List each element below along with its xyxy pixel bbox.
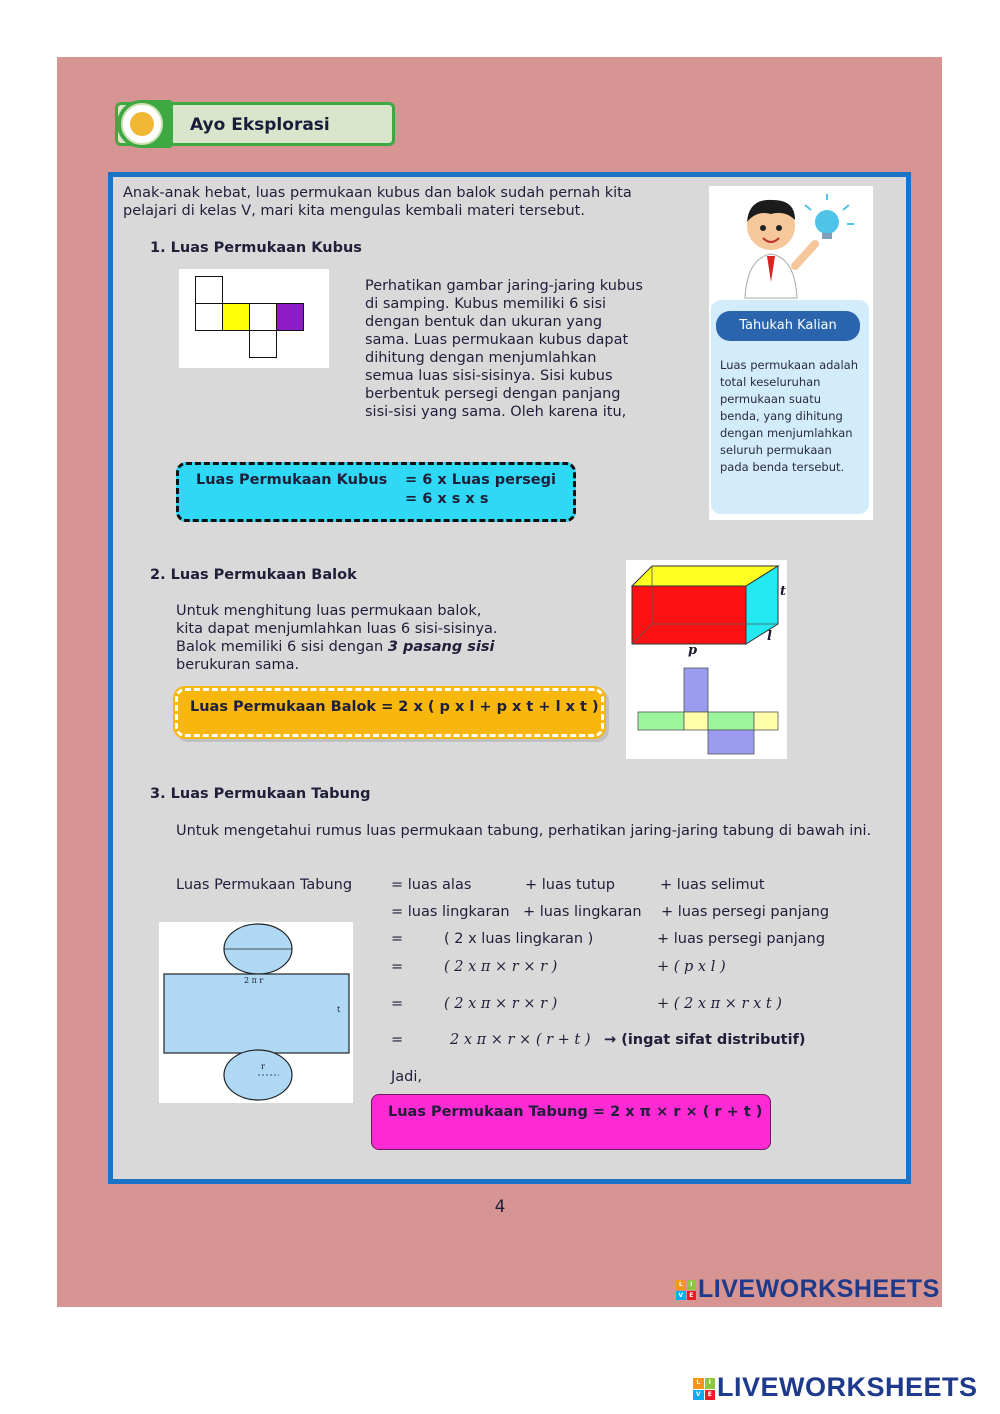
tabung-row-3-col-2: ( 2 x luas lingkaran ) <box>444 931 594 947</box>
cube-formula-box <box>176 462 576 522</box>
intro-text: Anak-anak hebat, luas permukaan kubus dan balok sudah pernah kita pelajari di kelas V, mari kita mengulas kembali materi tersebut. <box>123 185 632 219</box>
cube-net-diagram <box>179 269 329 368</box>
section-2-paragraph-emphasis: 3 pasang sisi <box>387 639 495 655</box>
brand-name-bottom: LIVEWORKSHEETS <box>717 1372 978 1402</box>
balok-label-t: t <box>780 584 787 599</box>
tabung-label-2pir: 2 π r <box>244 976 264 985</box>
tabung-row-6-col-1: = <box>391 1032 404 1048</box>
section-header-title: Ayo Eksplorasi <box>190 115 330 135</box>
tabung-row-4-col-2: ( 2 x π × r × r ) <box>444 959 558 975</box>
tabung-label: Luas Permukaan Tabung <box>176 877 353 893</box>
tabung-row-2-col-2: + luas lingkaran <box>523 904 642 920</box>
cube-formula-line-2: = 6 x s x s <box>405 491 489 507</box>
tabung-row-1-col-2: + luas tutup <box>525 877 615 893</box>
tabung-row-2-col-1: = luas lingkaran <box>391 904 510 920</box>
cube-net-face <box>249 303 277 331</box>
brand-logo-icon-top: L I V E <box>676 1280 696 1300</box>
brain-icon <box>130 112 154 136</box>
tabung-label-r: r <box>261 1062 265 1071</box>
brand-name-top: LIVEWORKSHEETS <box>698 1275 940 1303</box>
cube-formula-label: Luas Permukaan Kubus <box>196 472 388 488</box>
balok-label-l: l <box>767 629 772 644</box>
cube-net-face <box>222 303 250 331</box>
section-1-title: 1. Luas Permukaan Kubus <box>150 240 362 256</box>
section-3-title: 3. Luas Permukaan Tabung <box>150 786 371 802</box>
tabung-net-illustration <box>159 922 353 1103</box>
cube-net-face <box>195 276 223 304</box>
tabung-row-1-col-1: = luas alas <box>391 877 472 893</box>
cube-formula-line-1: = 6 x Luas persegi <box>405 472 556 488</box>
tabung-row-3-col-3: + luas persegi panjang <box>657 931 826 947</box>
balok-illustration <box>626 560 787 759</box>
tabung-row-5-col-1: = <box>391 996 404 1012</box>
tabung-label-t: t <box>337 1005 341 1014</box>
sidebar-text: Luas permukaan adalah total keseluruhan permukaan suatu benda, yang dihitung dengan menjumlahkan seluruh permukaan pada benda tersebut. <box>720 358 858 474</box>
tabung-row-5-col-2: ( 2 x π × r × r ) <box>444 996 558 1012</box>
cube-net-face <box>276 303 304 331</box>
sidebar-title: Tahukah Kalian <box>716 311 860 341</box>
section-2-paragraph-text: Untuk menghitung luas permukaan balok, kita dapat menjumlahkan luas 6 sisi-sisinya. Balok memiliki 6 sisi dengan <box>176 603 498 655</box>
tabung-row-6-col-2: 2 x π × r × ( r + t ) <box>450 1032 591 1048</box>
tabung-row-1-col-3: + luas selimut <box>660 877 765 893</box>
tabung-row-2-col-3: + luas persegi panjang <box>661 904 830 920</box>
page-number: 4 <box>494 1197 506 1217</box>
section-2-paragraph <box>176 602 506 674</box>
balok-label-p: p <box>688 643 698 658</box>
tabung-row-5-col-3: + ( 2 x π × r x t ) <box>657 996 782 1012</box>
balok-diagram <box>626 560 787 759</box>
tabung-net-diagram <box>159 922 353 1103</box>
tabung-formula-text: Luas Permukaan Tabung = 2 x π × r × ( r + t ) <box>388 1104 763 1120</box>
tabung-row-4-col-1: = <box>391 959 404 975</box>
tabung-row-3-col-1: = <box>391 931 404 947</box>
section-2-paragraph-end: berukuran sama. <box>176 657 300 673</box>
tabung-formula-box <box>371 1094 771 1150</box>
brand-logo-icon-bottom: L I V E <box>693 1378 715 1400</box>
cube-net-face <box>195 303 223 331</box>
section-1-paragraph: Perhatikan gambar jaring-jaring kubus di samping. Kubus memiliki 6 sisi dengan bentuk dan ukuran yang sama. Luas permukaan kubus dapat dihitung dengan menjumlahkan semua luas sisi-sisinya. Sisi kubus berbentuk persegi dengan panjang sisi-sisi yang sama. Oleh karena itu, <box>365 278 643 420</box>
boy-illustration <box>709 186 873 306</box>
section-2-title: 2. Luas Permukaan Balok <box>150 567 357 583</box>
tabung-row-6-col-3: → (ingat sifat distributif) <box>604 1032 806 1048</box>
section-3-paragraph: Untuk mengetahui rumus luas permukaan tabung, perhatikan jaring-jaring tabung di bawah ini. <box>176 823 872 839</box>
cube-net-face <box>249 330 277 358</box>
tabung-jadi: Jadi, <box>391 1069 423 1085</box>
balok-formula-text: Luas Permukaan Balok = 2 x ( p x l + p x t + l x t ) <box>190 699 599 715</box>
tabung-row-4-col-3: + ( p x l ) <box>657 959 726 975</box>
